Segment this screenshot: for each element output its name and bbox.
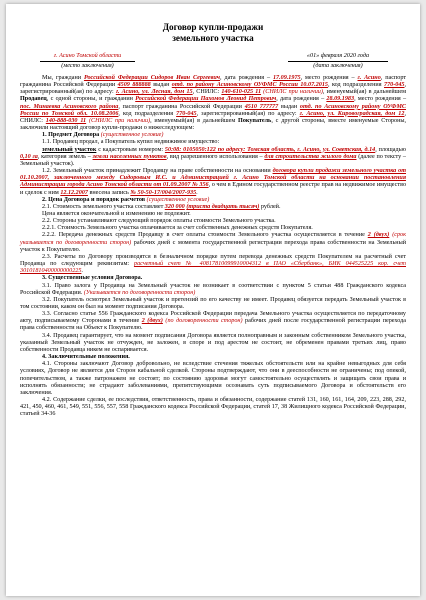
seller-snils: 140-610-025 11: [221, 89, 262, 96]
essential-note: (существенное условие): [100, 132, 164, 139]
document-page: [6, 4, 420, 596]
title-line-2: земельного участка: [172, 33, 254, 43]
object-name: земельный участок: [42, 146, 97, 153]
buyer-snils: 140-888-030 11: [45, 117, 87, 124]
clause-text: рублей.: [259, 203, 281, 210]
seller-division-code: 770-045: [384, 82, 405, 89]
buyer-birth-date: 28.09.1983: [326, 96, 355, 103]
place-block: [40, 53, 135, 70]
intro-text: , с одной стороны, и гражданин: [46, 96, 136, 103]
clause-text: , категория земель –: [37, 153, 93, 160]
intro-text: , дата рождения –: [276, 96, 327, 103]
clause-4-1: 4.1. Стороны заключают Договор добровольно, не вследствие стечения тяжелых обстоятельств или на крайне невыгодных для себя условиях, Договор не является для Сторон кабальной сделкой. Стороны подтверждают, что они в дееспособности не ограничены; под опекой, попечительством, а также патронажем не состоят; по состоянию здоровья могут самостоятельно осуществлять и защищать свои права и исполнять обязанности; не страдают заболеваниями, препятствующими осознавать суть подписываемого Договора и обстоятельств его заключения.: [20, 361, 406, 396]
intro-text: , СНИЛС:: [192, 89, 222, 96]
ownership-basis: договора купли продажи земельного участка от 01.10.2007, заключенного между Сидоровым И.С. и Администрацией г. Асино Томской области на основании постановления Администрации города Асино Томской области от 01.09.2007 № 356: [20, 168, 406, 189]
intro-text: выдан: [278, 103, 300, 110]
document-title: [20, 22, 406, 44]
bank-details: расчетный счет № 40817810099910004312 в ПАО «Сбербанк», БИК 044525225 кор. счет 30101810400000000225: [20, 261, 406, 275]
intro-text: , код подразделения: [118, 110, 177, 117]
clause-3-4: 3.4. Продавец гарантирует, что на момент подписания Договора является полноправным и законным собственником Земельного участка, указанный Земельный участок не отчужден, не заложен, в споре и под арестом не состоит, не обременен правами третьих лиц, право собственности Продавца никем не оспаривается.: [20, 332, 406, 353]
act-term: 2 (двух): [141, 318, 163, 325]
agreement-note: (по договоренности сторон): [165, 318, 243, 325]
place-value: г. Асино Томской области: [40, 53, 135, 62]
price-number: 320 000: [164, 203, 185, 210]
land-category: земли населенных пунктов: [92, 153, 167, 160]
seller-name: Российской Федерации Сидоров Иван Сергеевич: [83, 75, 221, 81]
seller-birth-place: г. Асино: [357, 75, 381, 81]
seller-birth-date: 17.09.1975: [272, 75, 301, 81]
intro-text: выдан: [150, 82, 172, 89]
seller-passport-issuer: отд. по району Асиновскому ОУФМС России 10.07.2015: [171, 82, 328, 89]
clause-text: рабочих дней после государственной регистрации перехода права собственности на Объект к Покупателю.: [20, 318, 406, 332]
clause-text: 2.1. Стоимость земельного участка составляет: [42, 203, 165, 210]
section-3-title: 3. Существенные условия Договора.: [42, 275, 143, 282]
clause-2-2-2: [20, 232, 406, 253]
agreement-note: (Указывается по договоренности сторон): [83, 289, 196, 296]
date-value: «01» февраля 2020 года: [288, 53, 388, 62]
buyer-address: г. Асино, ул. Кировоградская, дом 12: [299, 110, 405, 117]
essential-note: (существенное условие): [146, 196, 210, 203]
intro-text: , код подразделения: [327, 82, 384, 89]
intro-text: , зарегистрированный(ая) по адресу:: [196, 110, 300, 117]
clause-2-1: [20, 204, 406, 211]
buyer-division-code: 770-045: [176, 110, 197, 117]
section-2-title: [20, 197, 406, 204]
section-4-title: 4. Заключительные положения.: [42, 354, 130, 361]
clause-2-1-final: Цена является окончательной и изменению не подлежит.: [42, 210, 191, 217]
header-place-date: [20, 53, 406, 75]
snils-note: (СНИЛС при наличии): [261, 89, 323, 96]
section-1-title: [20, 132, 406, 139]
clause-1-2: [20, 168, 406, 197]
snils-note: (СНИЛС при наличии): [86, 117, 151, 124]
clause-text: .: [81, 268, 83, 275]
parties-paragraph: [20, 75, 406, 132]
clause-text: рабочих дней с момента государственной регистрации перехода права собственности на Земельный участок к Покупателю.: [20, 239, 406, 253]
buyer-name: Российской Федерации Пахомов Леонид Петрович: [135, 96, 277, 103]
clause-text: , вид разрешенного использования –: [166, 153, 265, 160]
permitted-use: для строительства жилого дома: [264, 153, 357, 160]
clause-1-1: 1.1. Продавец продал, а Покупатель купил недвижимое имущество:: [42, 139, 220, 146]
intro-text: , именуемый(ая) в дальнейшем: [150, 117, 239, 124]
clause-text: внесена запись: [87, 189, 131, 196]
clause-text: 2.2.2. Передача денежных средств Продавцу в счет оплаты стоимости Земельного участка осуществляется в течение: [42, 232, 368, 239]
place-caption: (место заключения): [61, 63, 114, 70]
clause-text: , площадью: [375, 146, 406, 153]
title-line-1: Договор купли-продажи: [162, 22, 264, 32]
intro-text: , место рождения –: [354, 96, 407, 103]
registry-date: 12.12.2007: [60, 189, 88, 196]
price-words: (триста двадцать тысяч): [186, 203, 260, 210]
clause-2-2-1: 2.2.1. Стоимость Земельного участка оплачивается за счет собственных денежных средств Покупателя.: [42, 225, 313, 232]
clause-3-2: 3.2. Покупатель осмотрел Земельный участок и претензий по его качеству не имеет. Продавец обязуется передать Земельный участок в том состоянии, каком он был на момент подписания Договора.: [20, 296, 406, 310]
intro-text: , с другой стороны, вместе именуемые Стороны, заключили настоящий договор купли-продажи о нижеследующем:: [20, 117, 407, 132]
clause-3-3: [20, 311, 406, 332]
seller-address: г. Асино, ул. Лесная, дом 15: [115, 89, 193, 96]
intro-text: , СНИЛС:: [20, 110, 406, 124]
section-heading: 2. Цена Договора и порядок расчетов: [42, 196, 147, 203]
document-body: [20, 22, 406, 419]
clause-text: (далее по тексту – Земельный участок).: [20, 153, 406, 167]
intro-text: , паспорт гражданина Российской Федерации: [20, 75, 406, 89]
buyer-passport-issuer: отд. по Асиновскому району ОУФМС России по Томской обл. 10.08.2006: [20, 103, 406, 117]
clause-text: 3.3. Согласно статье 556 Гражданского кодекса Российской Федерации передача Земельного участка осуществляется по передаточному акту, подписываемому Сторонами в течение: [20, 311, 406, 325]
clause-2-2: 2.2. Стороны устанавливают следующий порядок оплаты стоимости Земельного участка.: [42, 218, 276, 225]
intro-text: , именуемый(ая) в дальнейшем: [322, 89, 407, 96]
intro-text: , место рождения –: [300, 75, 358, 81]
clause-2-3: [20, 254, 406, 275]
term-note: (срок указывается по договоренности сторон): [20, 232, 406, 246]
intro-text: , дата рождения –: [220, 75, 273, 81]
clause-text: , о чем в Едином государственном реестре прав на недвижимое имущество и сделок с ним: [20, 182, 407, 196]
buyer-role: Покупатель: [238, 117, 272, 124]
clause-text: 1.2. Земельный участок принадлежит Продавцу на праве собственности на основании: [42, 168, 273, 175]
clause-1-1-object: [20, 147, 406, 168]
seller-passport-number: 4509 888888: [117, 82, 151, 89]
registry-record-number: № 50-50-17/004/2007-935: [130, 189, 197, 196]
clause-3-1: [20, 283, 406, 297]
intro-text: , зарегистрированный(ая) по адресу:: [20, 82, 407, 96]
cadastral-and-address: 50:08: 0105050:122 по адресу: Томская область, г. Асино, ул. Советская, д.14: [164, 146, 376, 153]
buyer-birth-place: пос. Минаевка Асиновского района: [20, 103, 119, 110]
date-caption: (дата заключения): [313, 63, 363, 70]
clause-text: .: [196, 189, 198, 196]
clause-4-2: 4.2. Содержание сделки, ее последствия, ответственность, права и обязанности, содержание статей 131, 160, 161, 164, 209, 223, 288, 292, 421, 450, 460, 461, 549, 551, 556, 557, 558 Гражданского кодекса Российской Федерации, статей 17, 38 Жилищного кодекса Российской Федерации, статьей 34-36: [20, 397, 406, 418]
clause-text: с кадастровым номером:: [96, 146, 165, 153]
intro-text: Мы, граждани: [42, 75, 84, 81]
date-block: [288, 53, 388, 70]
land-area: 0,10 га: [20, 153, 38, 160]
buyer-passport-number: 4510 777777: [244, 103, 279, 110]
payment-term: 2 (двух): [367, 232, 390, 239]
intro-text: , паспорт гражданина Российской Федерации: [118, 103, 245, 110]
section-heading: 1. Предмет Договора: [42, 132, 101, 139]
seller-role: Продавец: [20, 96, 47, 103]
clause-text: 2.3. Расчеты по Договору производятся в безналичном порядке путем перевода денежных средств Покупателем на расчетный счет Продавца по следующим реквизитам:: [20, 253, 406, 268]
clause-text: 3.1. Право залога у Продавца на Земельный участок не возникает в соответствии с пунктом 5 статьи 488 Гражданского кодекса Российской Федерации.: [20, 282, 406, 296]
